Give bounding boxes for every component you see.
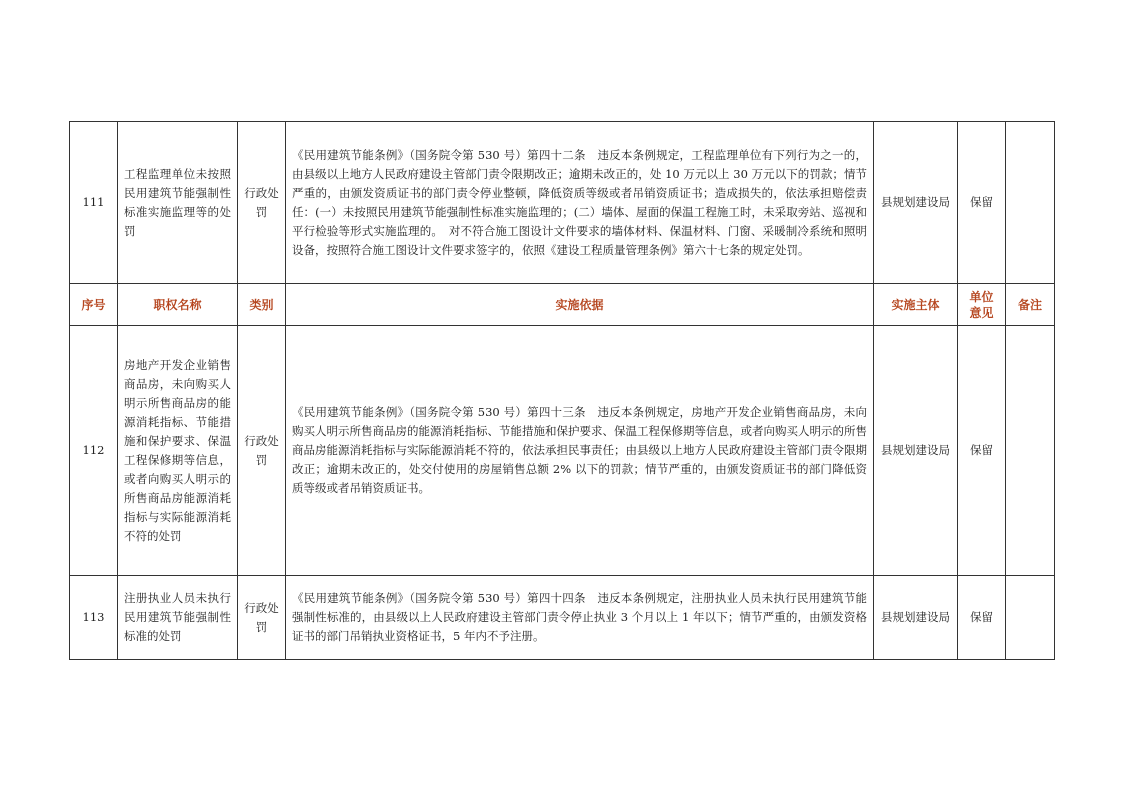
header-remark: 备注 — [1006, 284, 1055, 326]
category: 行政处罚 — [238, 122, 286, 284]
implementing-body: 县规划建设局 — [874, 576, 958, 660]
unit-opinion: 保留 — [958, 326, 1006, 576]
table-row — [70, 576, 1055, 660]
remark — [1006, 326, 1055, 576]
authority-name: 工程监理单位未按照民用建筑节能强制性标准实施监理等的处罚 — [118, 122, 238, 284]
header-type: 类别 — [238, 284, 286, 326]
legal-basis: 《民用建筑节能条例》（国务院令第 530 号）第四十四条 违反本条例规定，注册执业人员未执行民用建筑节能强制性标准的，由县级以上人民政府建设主管部门责令停止执业 3 个月以上 1 年以下；情节严重的，由颁发资格证书的部门吊销执业资格证书，5 年内不予注册。 — [286, 576, 874, 660]
remark — [1006, 576, 1055, 660]
row-number: 112 — [70, 326, 118, 576]
table-row — [70, 326, 1055, 576]
table-row — [70, 122, 1055, 284]
authority-table — [69, 121, 1055, 660]
unit-opinion: 保留 — [958, 576, 1006, 660]
row-number: 111 — [70, 122, 118, 284]
category: 行政处罚 — [238, 576, 286, 660]
implementing-body: 县规划建设局 — [874, 122, 958, 284]
table-header-row — [70, 284, 1055, 326]
header-name: 职权名称 — [118, 284, 238, 326]
row-number: 113 — [70, 576, 118, 660]
authority-name: 注册执业人员未执行民用建筑节能强制性标准的处罚 — [118, 576, 238, 660]
header-body: 实施主体 — [874, 284, 958, 326]
header-basis: 实施依据 — [286, 284, 874, 326]
implementing-body: 县规划建设局 — [874, 326, 958, 576]
remark — [1006, 122, 1055, 284]
authority-name: 房地产开发企业销售商品房，未向购买人明示所售商品房的能源消耗指标、节能措施和保护要求、保温工程保修期等信息，或者向购买人明示的所售商品房能源消耗指标与实际能源消耗不符的处罚 — [118, 326, 238, 576]
unit-opinion: 保留 — [958, 122, 1006, 284]
category: 行政处罚 — [238, 326, 286, 576]
header-opinion: 单位意见 — [958, 284, 1006, 326]
header-no: 序号 — [70, 284, 118, 326]
legal-basis: 《民用建筑节能条例》（国务院令第 530 号）第四十三条 违反本条例规定，房地产开发企业销售商品房，未向购买人明示所售商品房的能源消耗指标、节能措施和保护要求、保温工程保修期等信息，或者向购买人明示的所售商品房能源消耗指标与实际能源消耗不符的，依法承担民事责任；由县级以上地方人民政府建设主管部门责令限期改正；逾期未改正的，处交付使用的房屋销售总额 2% 以下的罚款；情节严重的，由颁发资质证书的部门降低资质等级或者吊销资质证书。 — [286, 326, 874, 576]
legal-basis: 《民用建筑节能条例》（国务院令第 530 号）第四十二条 违反本条例规定，工程监理单位有下列行为之一的，由县级以上地方人民政府建设主管部门责令限期改正；逾期未改正的，处 10 万元以上 30 万元以下的罚款；情节严重的，由颁发资质证书的部门责令停业整顿，降低资质等级或者吊销资质证书；造成损失的，依法承担赔偿责任：(一）未按照民用建筑节能强制性标准实施监理的；(二）墙体、屋面的保温工程施工时，未采取旁站、巡视和平行检验等形式实施监理的。 对不符合施工图设计文件要求的墙体材料、保温材料、门窗、采暖制冷系统和照明设备，按照符合施工图设计文件要求签字的，依照《建设工程质量管理条例》第六十七条的规定处罚。 — [286, 122, 874, 284]
